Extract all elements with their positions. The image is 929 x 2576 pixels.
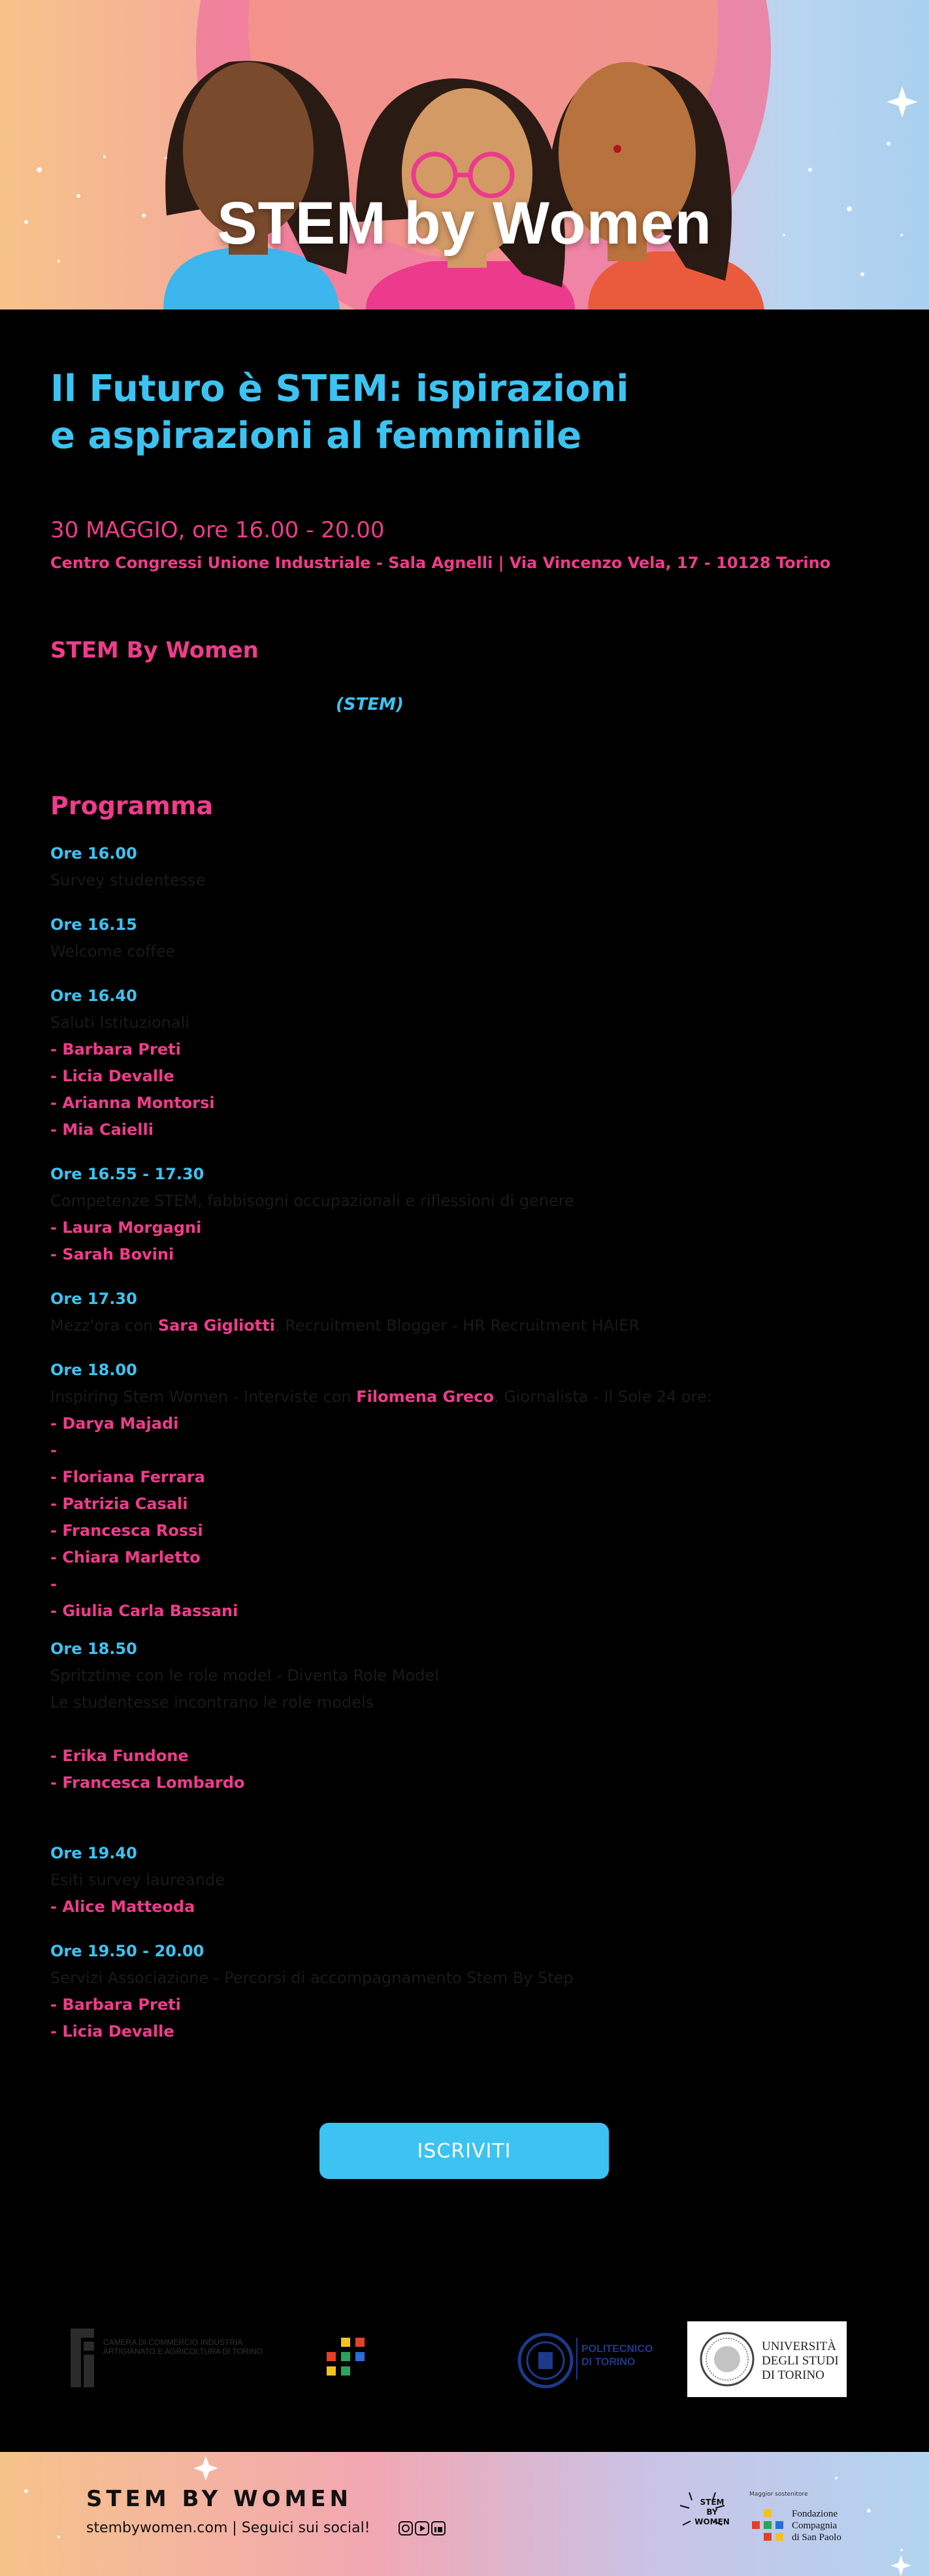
linkedin-icon xyxy=(432,2522,445,2535)
program-time: Ore 16.00 xyxy=(50,844,137,863)
fcsp-line: Compagnia xyxy=(792,2520,838,2531)
program-desc: Welcome coffee xyxy=(50,942,176,961)
speaker-name: - xyxy=(50,1575,57,1593)
program-time: Ore 18.00 xyxy=(50,1361,137,1379)
program-item xyxy=(50,1286,887,1339)
program-desc xyxy=(50,1384,887,1410)
hero-illustration xyxy=(0,0,929,310)
program-desc: Competenze STEM, fabbisogni occupazionali e riflessioni di genere xyxy=(50,1192,574,1210)
headline-line-1: Il Futuro è STEM: ispirazioni xyxy=(50,368,629,410)
program-item xyxy=(50,1357,887,1625)
speaker-name: - xyxy=(50,1441,57,1459)
speaker-name: - Patrizia Casali xyxy=(50,1495,188,1513)
unito-name xyxy=(762,2340,839,2383)
youtube-icon xyxy=(416,2522,429,2535)
speaker-name: - Giulia Carla Bassani xyxy=(50,1602,238,1620)
program-item xyxy=(50,1938,887,2045)
speaker-name: - Mia Caielli xyxy=(50,1121,154,1139)
speaker-name: - Barbara Preti xyxy=(50,1040,181,1058)
badge-line: BY xyxy=(706,2507,718,2517)
program-item xyxy=(50,1161,887,1268)
badge-line: WOMEN xyxy=(694,2517,730,2526)
program-title: Programma xyxy=(50,791,214,820)
partner-logos xyxy=(0,2312,929,2416)
event-date: 30 MAGGIO, ore 16.00 - 20.00 xyxy=(50,517,385,543)
sponsor-label: Maggior sostenitore xyxy=(749,2491,808,2498)
speaker-name: Filomena Greco xyxy=(356,1388,495,1406)
program-desc: Le studentesse incontrano le role models xyxy=(50,1693,374,1711)
speaker-name: - Floriana Ferrara xyxy=(50,1468,205,1486)
unito-line: UNIVERSITÀ xyxy=(762,2340,836,2353)
colored-squares-logo-icon xyxy=(327,2338,366,2377)
footer-brand: STEM BY WOMEN xyxy=(86,2486,353,2512)
speaker-name: - Laura Morgagni xyxy=(50,1218,202,1237)
speaker-name: - Darya Majadi xyxy=(50,1414,179,1433)
footer-sparkles-icon xyxy=(0,2452,929,2576)
program-time: Ore 16.15 xyxy=(50,915,137,934)
unito-line: DEGLI STUDI xyxy=(762,2354,839,2368)
cciaa-emblem-icon xyxy=(68,2325,101,2390)
program-time: Ore 18.50 xyxy=(50,1640,137,1658)
desc-text: , Giornalista - Il Sole 24 ore: xyxy=(494,1388,712,1406)
program-item xyxy=(50,912,887,965)
speaker-name: - Erika Fundone xyxy=(50,1747,189,1765)
speaker-name: - Barbara Preti xyxy=(50,1996,181,2014)
unito-seal-icon xyxy=(698,2330,757,2389)
logo-politecnico[interactable] xyxy=(516,2331,673,2390)
program-desc: Servizi Associazione - Percorsi di accompagnamento Stem By Step xyxy=(50,1969,574,1987)
register-button[interactable]: ISCRIVITI xyxy=(319,2123,609,2179)
program-time: Ore 16.55 - 17.30 xyxy=(50,1165,204,1183)
polito-divider xyxy=(576,2338,578,2379)
desc-text: Mezz'ora con xyxy=(50,1316,158,1335)
speaker-name: - Sarah Bovini xyxy=(50,1245,174,1264)
program-desc: Spritztime con le role model - Diventa Role Model xyxy=(50,1666,439,1685)
logo-universita-torino[interactable] xyxy=(687,2321,847,2397)
program-item xyxy=(50,1636,887,1796)
desc-text: , Recruitment Blogger - HR Recruitment HAIER xyxy=(274,1316,640,1335)
speaker-name: - Licia Devalle xyxy=(50,2022,174,2041)
fcsp-line: di San Paolo xyxy=(792,2532,841,2543)
fondazione-name xyxy=(792,2508,841,2543)
desc-text: Inspiring Stem Women - Interviste con xyxy=(50,1388,357,1406)
polito-name: POLITECNICO DI TORINO xyxy=(581,2344,653,2368)
speaker-name: - Licia Devalle xyxy=(50,1067,174,1085)
program-item xyxy=(50,983,887,1143)
program-time: Ore 19.40 xyxy=(50,1844,137,1862)
event-details xyxy=(50,366,887,572)
hero-title: STEM by Women xyxy=(217,190,712,257)
event-venue: Centro Congressi Unione Industriale - Sala Agnelli | Via Vincenzo Vela, 17 - 10128 Torino xyxy=(50,554,831,572)
logo-camera-commercio[interactable] xyxy=(68,2325,284,2390)
speaker-name: - Francesca Rossi xyxy=(50,1521,203,1540)
program-item xyxy=(50,840,887,894)
badge-line: STEM xyxy=(700,2498,725,2507)
headline-line-2: e aspirazioni al femminile xyxy=(50,415,582,457)
event-headline xyxy=(50,366,887,460)
fcsp-line: Fondazione xyxy=(792,2509,838,2519)
footer-site-link[interactable]: stembywomen.com | Seguici sui social! xyxy=(86,2520,370,2536)
polito-seal-icon xyxy=(516,2331,575,2390)
speaker-name: - Alice Matteoda xyxy=(50,1898,195,1916)
fondazione-logo-icon xyxy=(749,2508,789,2547)
unito-line: DI TORINO xyxy=(762,2368,824,2382)
social-icons[interactable] xyxy=(399,2521,446,2536)
program-desc: Esiti survey laureande xyxy=(50,1871,225,1889)
stem-by-women-badge-text xyxy=(693,2498,732,2527)
speaker-name: Sara Gigliotti xyxy=(157,1316,275,1335)
program-time: Ore 16.40 xyxy=(50,987,137,1005)
speaker-name: - Francesca Lombardo xyxy=(50,1773,245,1792)
instagram-icon xyxy=(399,2522,412,2535)
program-desc: Survey studentesse xyxy=(50,871,206,889)
program-desc: Saluti Istituzionali xyxy=(50,1013,190,1032)
speaker-name: - Chiara Marletto xyxy=(50,1548,201,1566)
spacer xyxy=(50,1716,887,1743)
stem-tag: (STEM) xyxy=(336,695,404,714)
program-desc xyxy=(50,1312,887,1339)
footer xyxy=(0,2452,929,2576)
program-item xyxy=(50,1840,887,1920)
program-time: Ore 17.30 xyxy=(50,1290,137,1308)
hero-banner xyxy=(0,0,929,310)
program-time: Ore 19.50 - 20.00 xyxy=(50,1942,204,1960)
cciaa-name: CAMERA DI COMMERCIO INDUSTRIA ARTIGIANATO E AGRICOLTURA DI TORINO xyxy=(103,2338,263,2356)
speaker-name: - Arianna Montorsi xyxy=(50,1094,215,1112)
organizer-name: STEM By Women xyxy=(50,637,259,663)
